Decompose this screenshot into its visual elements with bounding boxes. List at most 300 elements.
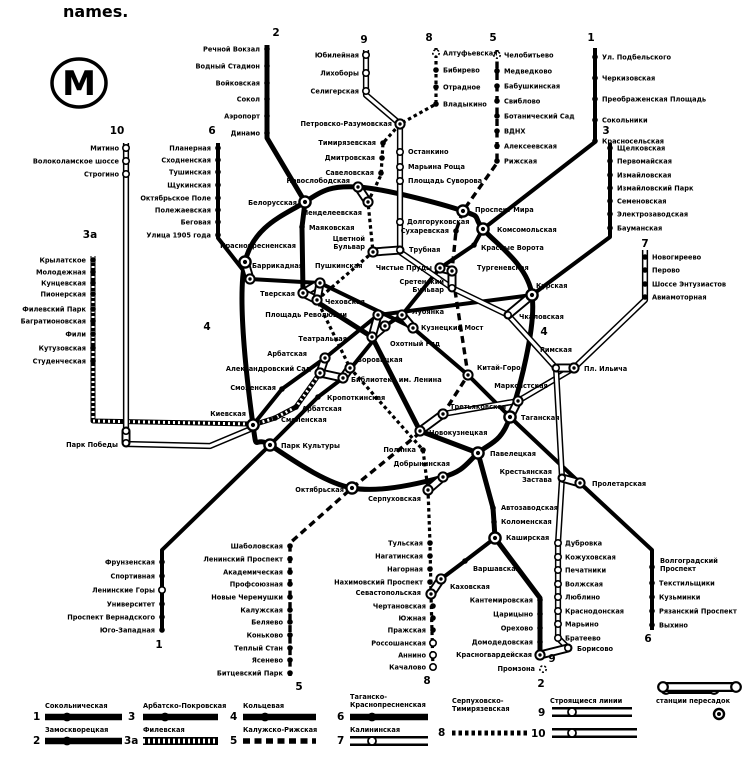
station-marker	[264, 113, 270, 119]
legend-line-number: 10	[531, 728, 546, 740]
station-marker	[398, 122, 401, 125]
station-label: Краснопресненская	[220, 242, 296, 250]
station-label: Авиамоторная	[652, 293, 707, 302]
station-marker	[287, 632, 293, 638]
station-marker	[494, 128, 500, 134]
station-label: Белорусская	[248, 199, 297, 207]
station-marker	[376, 313, 379, 316]
station-label: Марксистская	[494, 382, 548, 390]
station-label: Ул. Подбельского	[602, 53, 672, 62]
station-label: Кантемировская	[469, 596, 533, 605]
station-label: Смоленская	[281, 416, 327, 424]
station-label: Россошанская	[371, 639, 426, 648]
station-label: Ленинский Проспект	[203, 555, 283, 564]
station-label: Домодедовская	[471, 638, 533, 647]
station-label: Охотный Ряд	[390, 340, 441, 348]
station-marker	[243, 260, 247, 264]
station-marker	[287, 607, 293, 613]
station-label: Петровско-Разумовская	[300, 120, 392, 128]
metro-line-3a	[93, 256, 250, 424]
legend-line-name: Калининская	[350, 726, 401, 734]
station-marker	[430, 664, 436, 670]
station-label: Спортивная	[110, 572, 155, 581]
station-marker	[90, 280, 96, 286]
legend-line-name: Серпуховско-Тимирязевская	[452, 697, 510, 713]
station-marker	[430, 603, 436, 609]
station-label: Октябрьское Поле	[140, 194, 211, 203]
station-marker	[215, 145, 221, 151]
station-marker	[649, 564, 655, 570]
station-label: Павелецкая	[490, 450, 536, 458]
legend-line-name: Замоскворецкая	[45, 726, 109, 734]
station-marker	[438, 266, 441, 269]
page-note: names.	[63, 2, 129, 21]
station-marker	[430, 640, 436, 646]
station-label: Печатники	[565, 566, 607, 575]
station-label: Октябрьская	[295, 486, 344, 494]
legend-transfer-symbol	[731, 682, 741, 692]
station-label: Серпуховская	[368, 495, 421, 503]
station-label: Щукинская	[167, 181, 211, 190]
station-marker	[318, 371, 321, 374]
line-number-label: 8	[425, 32, 433, 44]
station-marker	[537, 611, 543, 617]
station-label: Волжская	[565, 580, 604, 589]
legend-line-name: Калужско-Рижская	[243, 726, 318, 734]
station-marker	[441, 475, 444, 478]
station-label: Боровицкая	[357, 356, 403, 364]
station-label: Марьино	[565, 620, 599, 629]
station-marker	[215, 195, 221, 201]
station-marker	[607, 172, 613, 178]
line-number-label: 4	[203, 321, 211, 333]
station-label: Орехово	[500, 624, 533, 633]
station-label: Ясенево	[251, 656, 283, 665]
station-label: Красносельская	[602, 137, 664, 146]
station-label: Кузнецкий Мост	[421, 324, 484, 332]
legend-line-number: 5	[230, 735, 238, 747]
station-marker	[287, 657, 293, 663]
station-label: Аннино	[398, 651, 426, 660]
legend-station-dot	[568, 729, 576, 737]
station-marker	[433, 84, 439, 90]
station-marker	[293, 404, 299, 410]
station-marker	[607, 211, 613, 217]
station-label: Бибирево	[443, 66, 480, 75]
station-label: Битцевский Парк	[216, 669, 283, 678]
station-marker	[449, 285, 455, 291]
station-label: Багратионовская	[20, 317, 86, 326]
station-marker	[427, 579, 433, 585]
station-label: Нахимовский Проспект	[334, 578, 423, 587]
station-label: Южная	[398, 614, 426, 623]
station-label: Добрынинская	[393, 460, 450, 468]
station-label: Братеево	[565, 634, 601, 643]
station-label: Речной Вокзал	[203, 45, 260, 54]
station-marker	[287, 581, 293, 587]
station-marker	[315, 394, 321, 400]
station-label: Тургеневская	[477, 264, 529, 272]
station-label: Кузьминки	[659, 593, 701, 602]
station-marker	[303, 200, 307, 204]
station-label: Филевский Парк	[22, 305, 86, 314]
station-label: Рязанский Проспект	[659, 607, 737, 616]
station-marker	[530, 293, 534, 297]
station-label: Планерная	[169, 144, 211, 153]
station-marker	[491, 519, 497, 525]
station-marker	[248, 277, 251, 280]
station-marker	[215, 232, 221, 238]
station-label: Смоленская	[230, 384, 276, 392]
line-number-label: 2	[272, 27, 280, 39]
station-marker	[555, 540, 561, 546]
station-label: Выхино	[659, 621, 688, 630]
line-number-label: 7	[641, 238, 649, 250]
line-number-label: 4	[540, 326, 548, 338]
station-marker	[427, 566, 433, 572]
line-number-label: 1	[587, 32, 595, 44]
station-marker	[215, 169, 221, 175]
station-label: Пл. Ильича	[584, 365, 628, 373]
station-marker	[493, 536, 497, 540]
station-marker	[397, 164, 403, 170]
station-label: Чкаловская	[519, 313, 564, 321]
station-marker	[592, 75, 598, 81]
station-marker	[264, 80, 270, 86]
station-label: Пушкинская	[315, 262, 363, 270]
station-label: Первомайская	[617, 157, 672, 166]
station-label: Владыкино	[443, 100, 487, 109]
station-label: Преображенская Площадь	[602, 95, 707, 104]
station-marker	[649, 608, 655, 614]
station-label: Нагатинская	[375, 552, 423, 561]
station-label: Нагорная	[387, 565, 423, 574]
station-label: Каширская	[506, 534, 550, 542]
station-label: Варшавская	[473, 565, 520, 573]
station-label: Долгоруковская	[407, 218, 470, 226]
station-label: Арбатская	[302, 405, 342, 413]
station-label: Университет	[106, 600, 155, 609]
station-label: Алексеевская	[504, 142, 557, 151]
station-marker	[301, 291, 304, 294]
station-marker	[400, 313, 403, 316]
station-marker	[420, 447, 426, 453]
station-label: Автозаводская	[501, 504, 559, 512]
station-marker	[555, 608, 561, 614]
station-marker	[370, 335, 373, 338]
station-marker	[540, 666, 546, 672]
station-marker	[287, 619, 293, 625]
station-label: Кропоткинская	[327, 394, 386, 402]
station-marker	[287, 594, 293, 600]
line-number-label: 1	[155, 639, 163, 651]
legend-line-number: 8	[438, 727, 446, 739]
station-label: Останкино	[408, 148, 449, 156]
station-marker	[123, 440, 129, 446]
legend-line-name: Сокольническая	[45, 702, 108, 710]
line-number-label: 3	[602, 125, 610, 137]
station-label: Полежаевская	[154, 206, 211, 215]
station-marker	[555, 621, 561, 627]
legend-line-name: Филевская	[143, 726, 185, 734]
station-marker	[299, 224, 305, 230]
legend-line-number: 6	[337, 711, 345, 723]
station-label: Шаболовская	[230, 542, 283, 551]
metro-line-9	[366, 50, 400, 124]
station-label: Курская	[536, 282, 568, 290]
station-marker	[90, 345, 96, 351]
station-marker	[642, 267, 648, 273]
station-label: Менделеевская	[301, 209, 362, 217]
station-label: Текстильщики	[659, 579, 715, 588]
station-label: Сухаревская	[400, 227, 449, 235]
station-label: Лихоборы	[320, 69, 359, 78]
line-number-label: 8	[423, 675, 431, 687]
station-marker	[90, 269, 96, 275]
station-marker	[383, 324, 386, 327]
line-number-label: 6	[644, 633, 652, 645]
station-label: ВДНХ	[504, 127, 526, 136]
station-label: Новогиреево	[652, 253, 702, 262]
station-label: Каховская	[450, 583, 490, 591]
station-marker	[315, 298, 318, 301]
legend-line-name: Арбатско-Покровская	[143, 702, 227, 710]
station-label: Площадь Суворова	[408, 177, 483, 185]
station-marker	[538, 653, 541, 656]
station-marker	[642, 294, 648, 300]
station-label: Водный Стадион	[195, 62, 260, 71]
station-label: Электрозаводская	[617, 210, 689, 219]
station-marker	[159, 627, 165, 633]
legend-station-dot	[368, 713, 377, 722]
station-label: Чертановская	[372, 602, 426, 611]
legend-station-dot	[63, 713, 72, 722]
station-marker	[90, 318, 96, 324]
station-label: Площадь Революции	[265, 311, 347, 319]
line-number-label: 9	[548, 653, 556, 665]
station-marker	[607, 158, 613, 164]
station-marker	[430, 615, 436, 621]
legend-station-dot	[261, 713, 270, 722]
station-marker	[649, 594, 655, 600]
station-label: Тушинская	[168, 168, 211, 177]
station-label: Александровский Сад	[225, 365, 311, 373]
station-label: Коньково	[246, 631, 283, 640]
station-marker	[159, 587, 165, 593]
legend-station-dot	[568, 708, 576, 716]
station-label: Киевская	[210, 410, 246, 418]
station-marker	[592, 54, 598, 60]
station-marker	[642, 281, 648, 287]
legend-transfer-label: станции пересадок	[656, 697, 731, 705]
station-label: Беговая	[180, 218, 211, 227]
station-label: Сретенский Бульвар	[399, 278, 444, 294]
legend-line-number: 7	[337, 735, 345, 747]
station-marker	[508, 415, 512, 419]
station-label: Кутузовская	[38, 344, 86, 353]
legend-station-dot	[63, 737, 72, 746]
station-marker	[555, 635, 561, 641]
station-label: Перово	[652, 266, 680, 275]
station-marker	[90, 331, 96, 337]
station-marker	[433, 67, 439, 73]
station-label: Ленинские Горы	[92, 586, 155, 595]
station-marker	[430, 652, 436, 658]
station-marker	[356, 185, 359, 188]
station-label: Краснодонская	[565, 607, 625, 616]
station-label: Тимирязевская	[318, 139, 376, 147]
station-marker	[159, 601, 165, 607]
station-marker	[607, 198, 613, 204]
station-marker	[159, 573, 165, 579]
station-label: Проспект Вернадского	[67, 613, 155, 622]
station-label: Красногвардейская	[456, 651, 532, 659]
station-label: Парк Культуры	[281, 442, 340, 450]
station-label: Чеховская	[325, 298, 365, 306]
line-number-label: 3а	[82, 229, 98, 241]
station-marker	[555, 594, 561, 600]
station-label: Академическая	[223, 568, 283, 577]
station-label: Театральная	[298, 335, 347, 343]
legend-line-name: Кольцевая	[243, 702, 285, 710]
metro-line-3a	[93, 256, 250, 424]
line-number-label: 5	[295, 681, 303, 693]
line-number-label: 10	[109, 125, 125, 137]
station-label: Алтуфьевская	[443, 49, 498, 58]
station-marker	[366, 200, 369, 203]
station-label: Фили	[65, 330, 86, 339]
station-label: Качалово	[389, 663, 426, 672]
station-label: Войковская	[215, 79, 260, 88]
station-label: Улица 1905 года	[146, 231, 211, 240]
station-marker	[397, 219, 403, 225]
station-marker	[537, 639, 543, 645]
station-marker	[461, 209, 465, 213]
legend-line-number: 3	[128, 711, 136, 723]
legend-line-number: 3а	[124, 735, 139, 747]
legend-station-dot	[161, 713, 170, 722]
station-marker	[379, 155, 385, 161]
station-marker	[272, 415, 278, 421]
station-label: Марьина Роща	[408, 163, 465, 171]
station-marker	[505, 312, 511, 318]
legend-line-number: 9	[538, 707, 546, 719]
station-marker	[215, 219, 221, 225]
line-number-label: 9	[360, 34, 368, 46]
station-marker	[348, 366, 351, 369]
station-marker	[427, 540, 433, 546]
station-label: Пролетарская	[592, 480, 647, 488]
station-marker	[378, 170, 384, 176]
station-label: Аэропорт	[224, 112, 260, 121]
station-marker	[215, 182, 221, 188]
legend-line-number: 4	[230, 711, 238, 723]
station-marker	[251, 423, 255, 427]
station-marker	[426, 488, 429, 491]
station-label: Трубная	[409, 246, 441, 254]
station-label: Сокол	[236, 95, 260, 104]
station-label: Третьяковская	[450, 403, 507, 411]
station-marker	[494, 143, 500, 149]
station-marker	[433, 101, 439, 107]
station-marker	[397, 149, 403, 155]
station-marker	[466, 373, 469, 376]
station-label: Кунцевская	[41, 279, 86, 288]
station-label: Таганская	[521, 414, 560, 422]
station-marker	[215, 207, 221, 213]
station-label: Промзона	[497, 665, 535, 673]
station-label: Сходненская	[161, 156, 211, 165]
station-label: Китай-Город	[477, 364, 526, 372]
station-label: Челобитьево	[504, 51, 554, 60]
legend-line-number: 2	[33, 735, 41, 747]
station-label: Крылатское	[39, 256, 86, 265]
station-marker	[287, 670, 293, 676]
station-label: Селигерская	[310, 87, 359, 96]
station-label: Красные Ворота	[481, 244, 544, 252]
station-label: Новослободская	[286, 177, 350, 185]
station-label: Отрадное	[443, 83, 481, 92]
station-label: Бабушкинская	[504, 82, 561, 91]
station-marker	[450, 269, 453, 272]
station-label: Измайловский Парк	[617, 184, 694, 193]
station-marker	[287, 543, 293, 549]
station-label: Теплый Стан	[234, 644, 283, 653]
station-label: Измайловская	[617, 171, 672, 180]
station-label: Царицыно	[493, 610, 533, 619]
legend-transfer-symbol	[658, 682, 668, 692]
station-marker	[318, 281, 321, 284]
station-marker	[341, 376, 344, 379]
station-marker	[90, 291, 96, 297]
station-label: Строгино	[83, 170, 119, 179]
station-marker	[363, 88, 369, 94]
legend-station-dot	[368, 737, 376, 745]
station-marker	[380, 140, 386, 146]
station-marker	[159, 559, 165, 565]
station-marker	[123, 158, 129, 164]
legend-line-name: Таганско-Краснопресненская	[350, 693, 426, 709]
station-marker	[433, 50, 439, 56]
station-label: Митино	[90, 144, 119, 153]
station-marker	[430, 627, 436, 633]
station-marker	[607, 145, 613, 151]
station-marker	[287, 569, 293, 575]
station-marker	[592, 117, 598, 123]
station-marker	[287, 645, 293, 651]
station-marker	[363, 70, 369, 76]
station-marker	[397, 247, 403, 253]
station-marker	[90, 257, 96, 263]
station-label: Юго-Западная	[99, 626, 155, 635]
station-marker	[555, 581, 561, 587]
station-marker	[90, 358, 96, 364]
station-label: Лубянка	[412, 308, 445, 316]
station-label: Проспект Мира	[475, 206, 534, 214]
station-marker	[287, 556, 293, 562]
station-marker	[476, 451, 480, 455]
station-marker	[371, 250, 374, 253]
station-marker	[279, 386, 285, 392]
station-marker	[418, 429, 421, 432]
station-label: Кожуховская	[565, 553, 616, 562]
station-label: Люблино	[565, 593, 601, 602]
legend-transfer-symbol	[717, 712, 721, 716]
station-label: Полянка	[383, 446, 416, 454]
station-label: Комсомольская	[497, 226, 557, 234]
station-marker	[439, 577, 442, 580]
station-label: Ботанический Сад	[504, 112, 575, 121]
